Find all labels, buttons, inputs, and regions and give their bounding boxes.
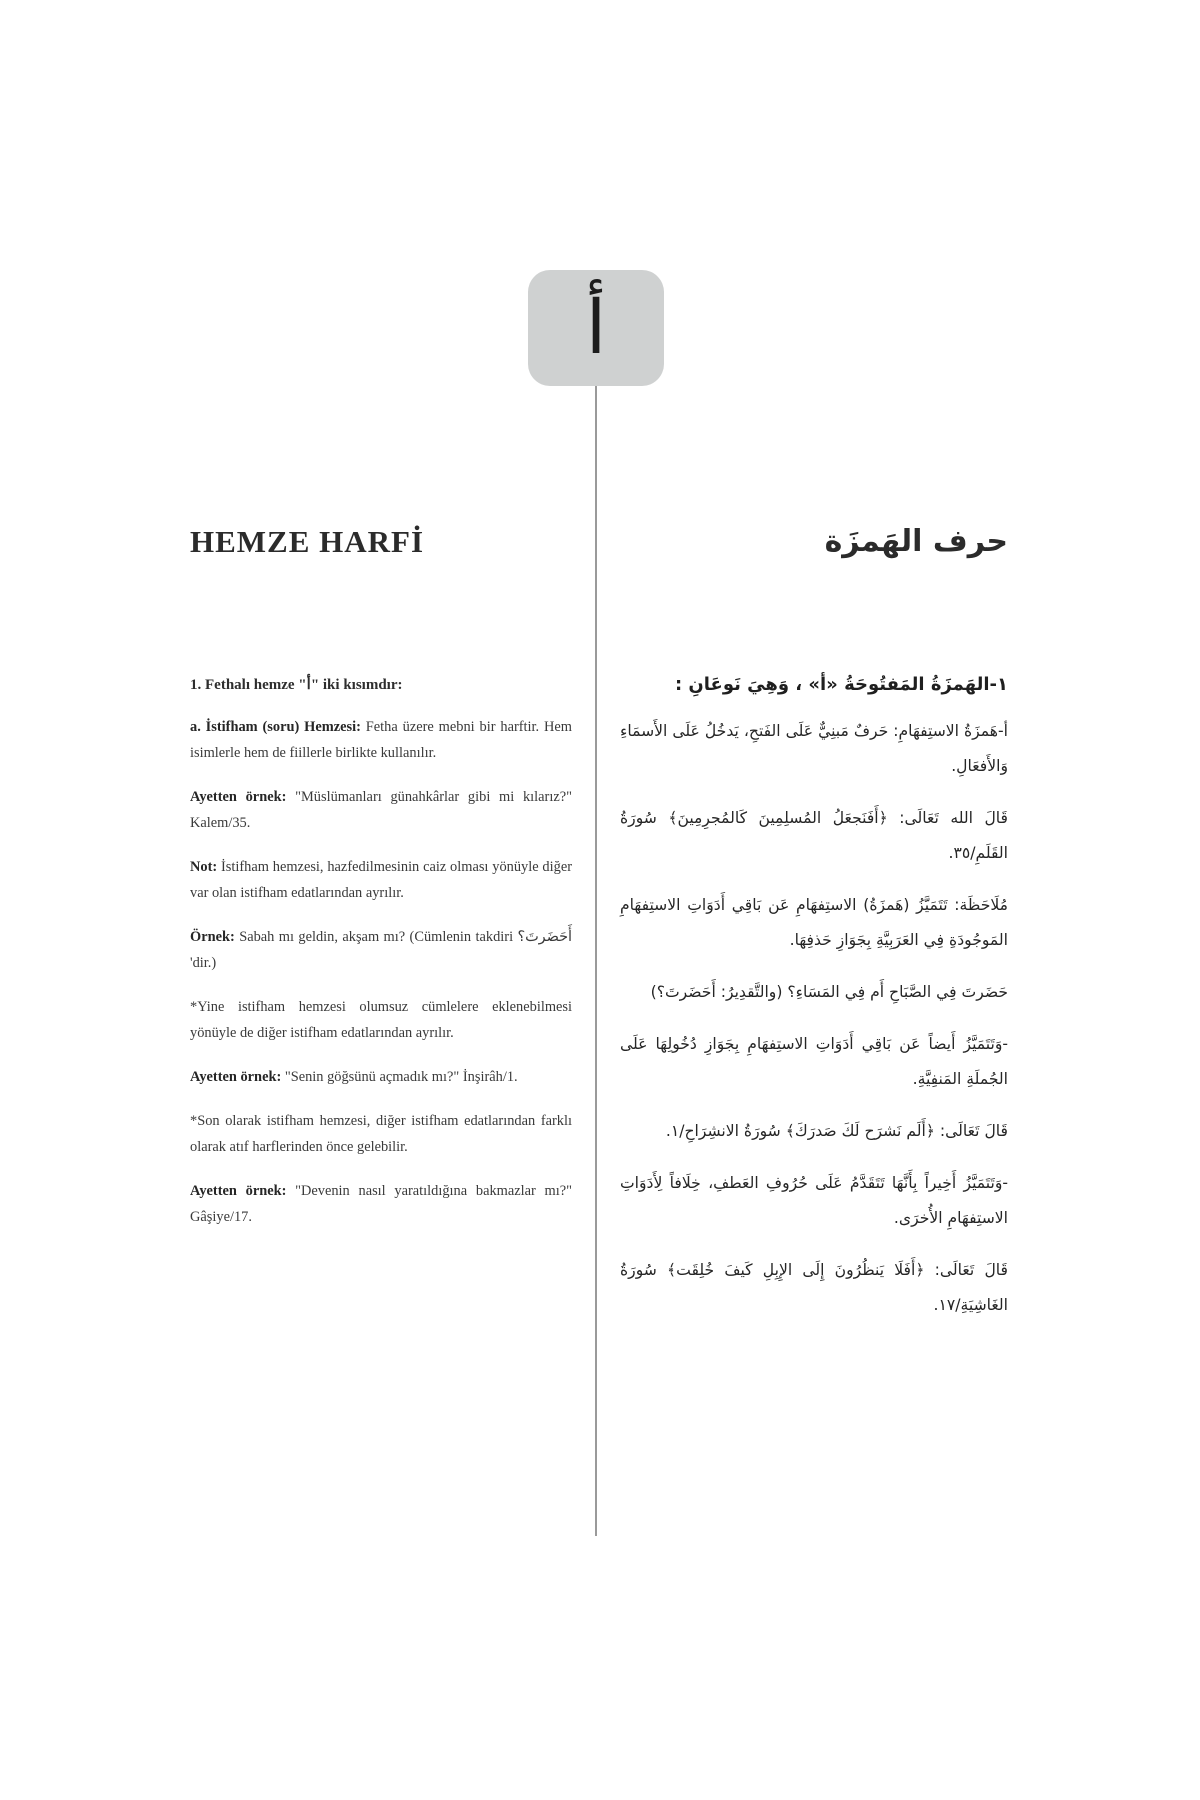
arabic-paragraph-1: أ-هَمزَةُ الاستِفهَامِ: حَرفٌ مَبنِيٌّ عَلَى الفَتحِ، يَدخُلُ عَلَى الأَسمَاءِ وَالأَفعَالِ. [620, 722, 1008, 775]
turkish-paragraph-2-label: Ayetten örnek: [190, 789, 287, 805]
arabic-paragraph-6: قَالَ تَعَالَى: ﴿أَلَم نَشرَح لَكَ صَدرَكَ﴾ سُورَةُ الانشِرَاحِ/١. [665, 1122, 1008, 1140]
turkish-paragraph-3-text: İstifham hemzesi, hazfedilmesinin caiz olması yönüyle diğer var olan istifham edatlarından ayrılır. [190, 859, 572, 901]
turkish-paragraph-3-label: Not: [190, 859, 218, 875]
turkish-paragraph-6-text: "Senin göğsünü açmadık mı?" İnşirâh/1. [281, 1069, 518, 1085]
arabic-paragraph-2: قَالَ الله تَعَالَى: ﴿أَفَنَجعَلُ المُسلِمِينَ كَالمُجرِمِينَ﴾ سُورَةُ القَلَمِ/٣٥. [620, 809, 1008, 862]
arabic-paragraph-5: -وَتَتَمَيَّزُ أَيضاً عَن بَاقِي أَدَوَاتِ الاستِفهَامِ بِجَوَازِ دُخُولِهَا عَلَى الجُملَةِ المَنفِيَّةِ. [620, 1035, 1008, 1088]
turkish-section-heading: 1. Fethalı hemze "أ" iki kısımdır: [190, 677, 403, 693]
chapter-letter-box [528, 270, 664, 386]
turkish-title: HEMZE HARFİ [190, 524, 425, 559]
column-divider [595, 386, 597, 1536]
turkish-paragraph-4-text: Sabah mı geldin, akşam mı? (Cümlenin takdiri أَحَضَرتَ؟ 'dir.) [190, 929, 572, 971]
turkish-paragraph-8 [190, 1178, 572, 1230]
arabic-paragraph-7: -وَتَتَمَيَّزُ أَخِيراً بِأَنَّهَا تَتَقَدَّمُ عَلَى حُرُوفِ العَطفِ، خِلَافاً لِأَدَوَاتِ الاستِفهَامِ الأُخرَى. [620, 1174, 1008, 1227]
turkish-paragraph-1 [190, 714, 572, 766]
turkish-paragraph-8-text: "Devenin nasıl yaratıldığına bakmazlar mı?" Gâşiye/17. [190, 1183, 572, 1225]
turkish-paragraph-8-label: Ayetten örnek: [190, 1183, 287, 1199]
turkish-paragraph-4-label: Örnek: [190, 929, 235, 945]
turkish-paragraph-1-label: a. İstifham (soru) Hemzesi: [190, 719, 361, 735]
arabic-paragraph-8: قَالَ تَعَالَى: ﴿أَفَلَا يَنظُرُونَ إِلَى الإِبِلِ كَيفَ خُلِقَت﴾ سُورَةُ الغَاشِيَةِ/١٧. [620, 1261, 1008, 1314]
arabic-paragraph-4: حَضَرتَ فِي الصَّبَاحِ أَم فِي المَسَاءِ؟ (والتَّقدِيرُ: أَحَضَرتَ؟) [650, 983, 1008, 1001]
turkish-paragraph-1-text: Fetha üzere mebni bir harftir. Hem isimlerle hem de fiillerle birlikte kullanılır. [190, 719, 572, 761]
arabic-paragraph-3: مُلَاحَظَة: تَتَمَيَّزُ (هَمزَةُ) الاستِفهَامِ عَن بَاقِي أَدَوَاتِ الاستِفهَامِ المَوجُودَةِ فِي العَرَبِيَّةِ بِجَوَازِ حَذفِهَا. [620, 896, 1008, 949]
turkish-paragraph-3 [190, 854, 572, 906]
turkish-paragraph-2 [190, 784, 572, 836]
turkish-paragraph-6 [190, 1064, 572, 1090]
chapter-letter: أ [585, 285, 607, 371]
turkish-column [190, 520, 572, 1248]
arabic-section-heading: ١-الهَمزَةُ المَفتُوحَةُ «أ» ، وَهِيَ نَوعَانِ : [674, 674, 1008, 695]
turkish-paragraph-6-label: Ayetten örnek: [190, 1069, 282, 1085]
turkish-paragraph-5: *Yine istifham hemzesi olumsuz cümlelere eklenebilmesi yönüyle de diğer istifham edatlarından ayrılır. [190, 999, 572, 1041]
arabic-title: حرف الهَمزَة [824, 524, 1008, 559]
turkish-paragraph-4 [190, 924, 572, 976]
turkish-paragraph-7: *Son olarak istifham hemzesi, diğer istifham edatlarından farklı olarak atıf harflerinden önce gelebilir. [190, 1113, 572, 1155]
turkish-paragraph-2-text: "Müslümanları günahkârlar gibi mi kılarız?" Kalem/35. [190, 789, 572, 831]
arabic-column [620, 520, 1008, 1340]
